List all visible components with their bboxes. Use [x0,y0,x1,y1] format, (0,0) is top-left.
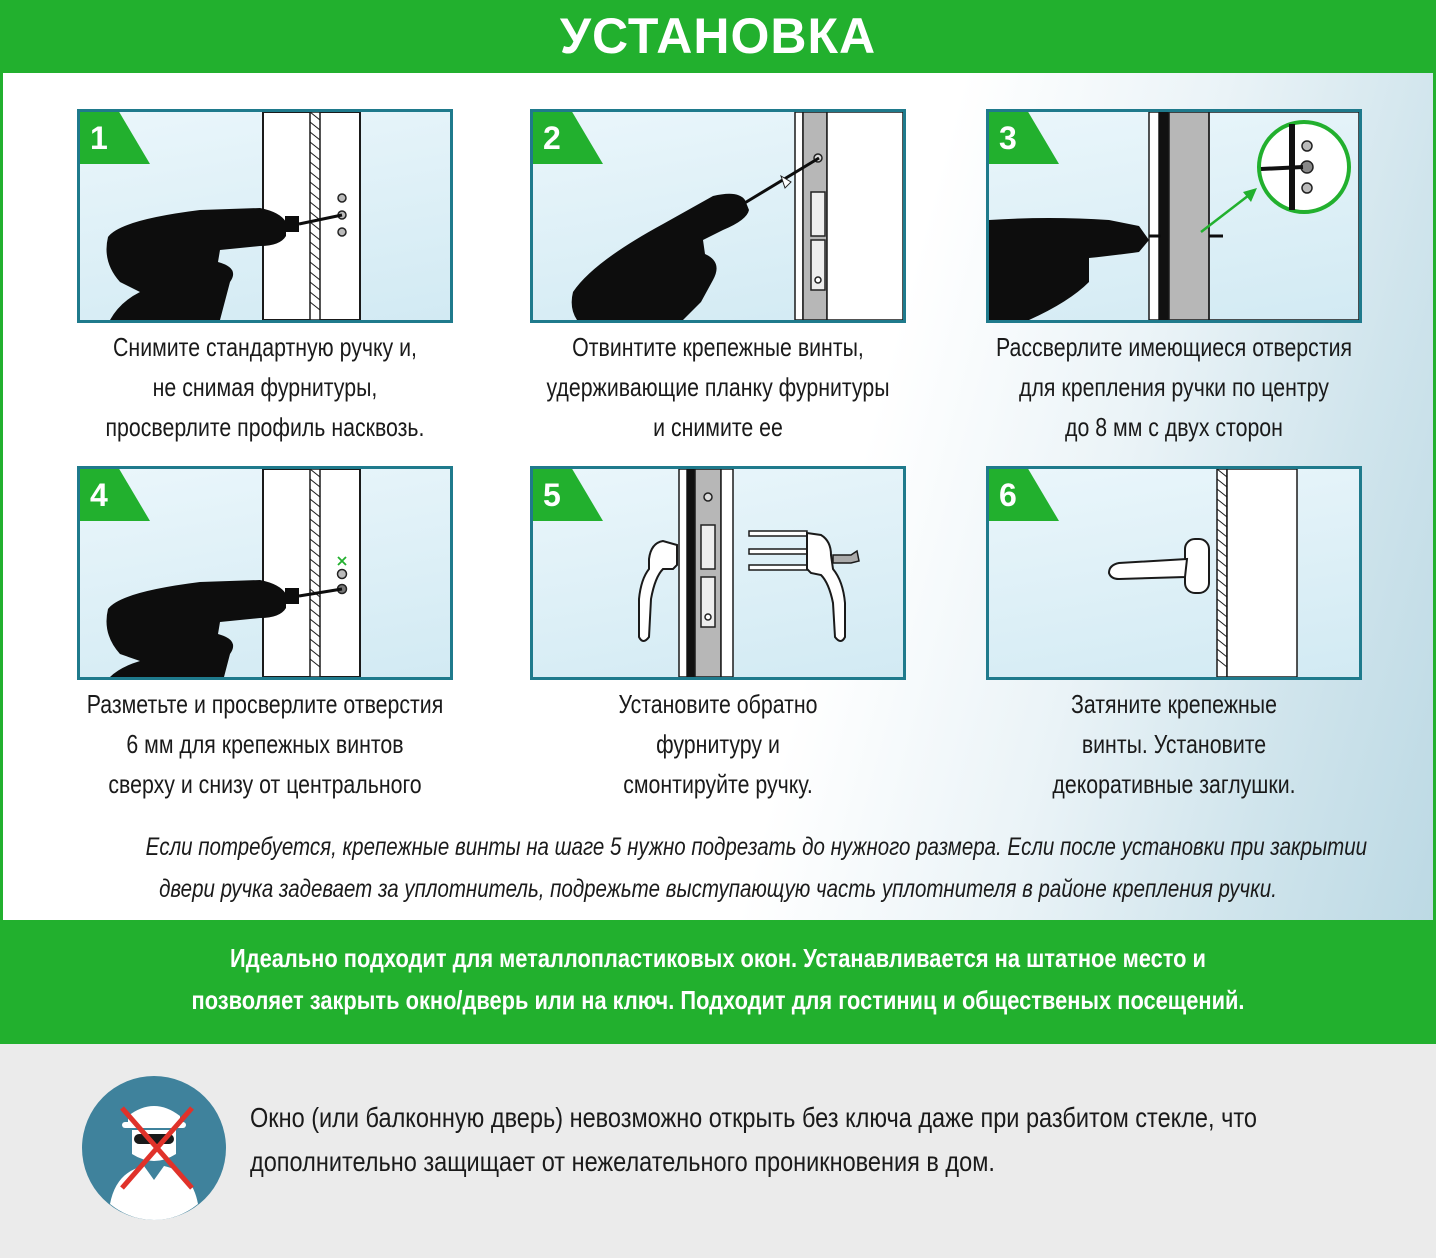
caption-line: Рассверлите имеющиеся отверстия [995,332,1353,362]
step-3-illustration [986,109,1362,323]
step-5-caption [538,684,899,804]
step-4-caption [85,684,446,804]
step-4-illustration [77,466,453,680]
security-info [0,1044,1436,1258]
banner-line: позволяет закрыть окно/дверь или на ключ. Подходит для гостиниц и общественых посещений. [191,985,1245,1015]
installation-note [20,826,1416,910]
left-edge-line [0,73,3,920]
step-2-illustration [530,109,906,323]
caption-line: до 8 мм с двух сторон [1065,412,1283,442]
page-title: УСТАНОВКА [0,0,1436,73]
feature-banner [0,920,1436,1044]
caption-line: Установите обратно [618,689,818,719]
note-line: Если потребуется, крепежные винты на шаге 5 нужно подрезать до нужного размера. Если после установки при закрытии [145,833,1368,861]
caption-line: для крепления ручки по центру [1019,372,1329,402]
step-1-caption [85,327,446,447]
caption-line: не снимая фурнитуры, [152,372,378,402]
note-line: двери ручка задевает за уплотнитель, подрежьте выступающую часть уплотнителя в районе крепления ручки. [159,875,1277,903]
step-number: 1 [90,120,108,156]
step-number: 6 [999,477,1017,513]
step-1-illustration [77,109,453,323]
caption-line: Снимите стандартную ручку и, [113,332,417,362]
caption-line: декоративные заглушки. [1052,769,1296,799]
caption-line: просверлите профиль насквозь. [105,412,425,442]
banner-line: Идеально подходит для металлопластиковых окон. Устанавливается на штатное место и [230,943,1206,973]
caption-line: удерживающие планку фурнитуры [546,372,890,402]
step-6-caption [994,684,1355,804]
step-number: 5 [543,477,561,513]
caption-line: сверху и снизу от центрального [108,769,422,799]
caption-line: фурнитуру и [656,729,780,759]
step-6-illustration [986,466,1362,680]
caption-line: винты. Установите [1081,729,1267,759]
step-number: 4 [90,477,108,513]
caption-line: 6 мм для крепежных винтов [126,729,404,759]
step-2-caption [538,327,899,447]
no-burglar-icon [82,1076,226,1220]
instructions-area [0,73,1436,920]
step-number: 3 [999,120,1017,156]
step-5-illustration [530,466,906,680]
caption-line: и снимите ее [653,412,783,442]
caption-line: смонтируйте ручку. [623,769,813,799]
caption-line: Затяните крепежные [1071,689,1277,719]
security-text [250,1096,1410,1184]
step-number: 2 [543,120,561,156]
security-text-line: дополнительно защищает от нежелательного проникновения в дом. [250,1146,995,1177]
caption-line: Отвинтите крепежные винты, [572,332,864,362]
caption-line: Разметьте и просверлите отверстия [86,689,444,719]
security-text-line: Окно (или балконную дверь) невозможно открыть без ключа даже при разбитом стекле, что [250,1102,1257,1133]
step-3-caption [994,327,1355,447]
